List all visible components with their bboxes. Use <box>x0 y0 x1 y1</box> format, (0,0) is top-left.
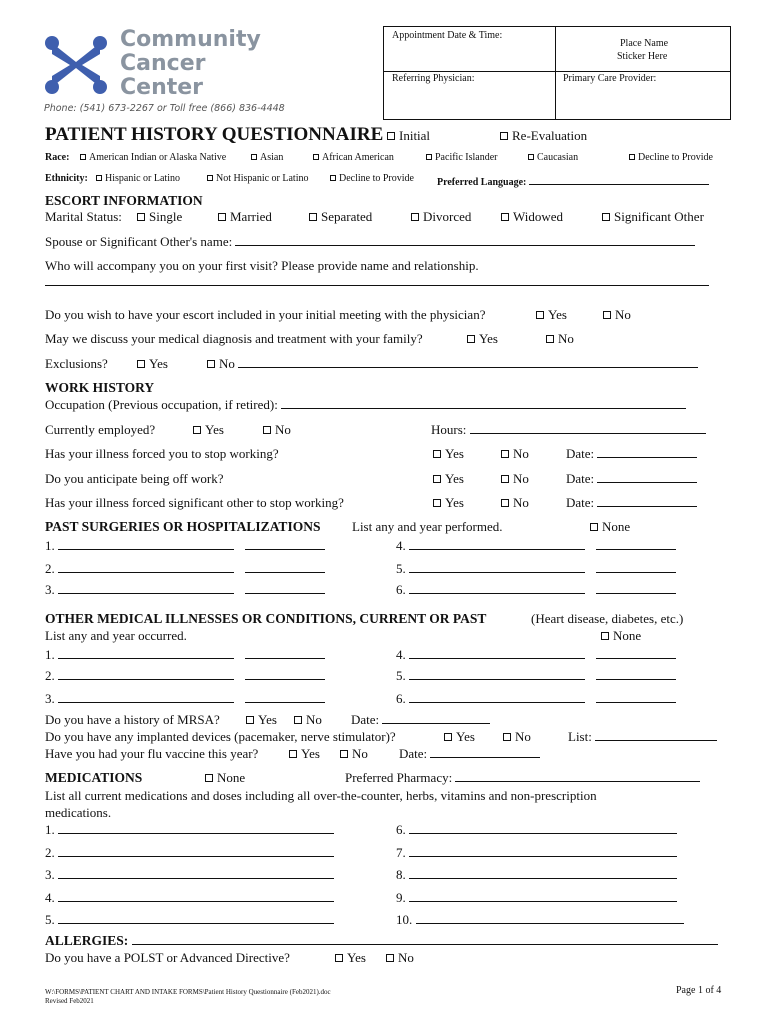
yes-checkbox[interactable] <box>193 422 224 438</box>
date-label: Date: <box>399 746 428 761</box>
row-number: 1. <box>45 647 55 662</box>
entry-line <box>409 890 677 902</box>
row-number: 4. <box>45 890 55 905</box>
marital-option[interactable] <box>501 209 563 225</box>
ethnicity-option-label: Decline to Provide <box>339 173 414 184</box>
exclusions-label: Exclusions? <box>45 356 108 371</box>
work-question-3: Has your illness forced significant other to stop working? <box>45 495 344 510</box>
none-checkbox[interactable] <box>601 628 641 644</box>
no-label: No <box>352 746 368 761</box>
phone-number: Phone: (541) 673-2267 or Toll free (866) 836-4448 <box>44 103 285 114</box>
yes-checkbox[interactable] <box>433 471 464 487</box>
list-entry-row[interactable] <box>396 691 676 707</box>
list-entry-row[interactable] <box>45 561 325 577</box>
year-line <box>596 647 676 659</box>
entry-line <box>58 647 234 659</box>
no-label: No <box>558 331 574 346</box>
checkbox-icon <box>386 954 394 962</box>
checkbox-icon <box>501 450 509 458</box>
yes-checkbox[interactable] <box>246 712 277 728</box>
no-checkbox[interactable] <box>263 422 291 438</box>
devices-question: Do you have any implanted devices (pacemaker, nerve stimulator)? <box>45 729 396 744</box>
list-entry-row[interactable] <box>396 647 676 663</box>
row-number: 5. <box>396 561 406 576</box>
entry-line <box>58 538 234 550</box>
entry-line <box>409 647 585 659</box>
year-line <box>596 668 676 680</box>
discuss-question: May we discuss your medical diagnosis and treatment with your family? <box>45 331 423 346</box>
list-entry-row[interactable] <box>396 890 677 906</box>
flu-date-field[interactable] <box>399 746 540 762</box>
medications-section-header: MEDICATIONS <box>45 770 143 785</box>
checkbox-icon <box>629 154 635 160</box>
yes-label: Yes <box>456 729 475 744</box>
checkbox-icon <box>501 213 509 221</box>
row-number: 1. <box>45 538 55 553</box>
pharmacy-label: Preferred Pharmacy: <box>345 770 453 785</box>
ethnicity-option-label: Not Hispanic or Latino <box>216 173 309 184</box>
checkbox-icon <box>444 733 452 741</box>
list-label: List: <box>568 729 592 744</box>
no-label: No <box>398 950 414 965</box>
blank-line <box>430 746 540 758</box>
yes-checkbox[interactable] <box>289 746 320 762</box>
date-label: Date: <box>566 495 595 510</box>
allergies-label: ALLERGIES: <box>45 933 129 948</box>
year-line <box>596 538 676 550</box>
no-checkbox[interactable] <box>546 331 574 347</box>
spouse-name-field[interactable] <box>45 234 695 250</box>
yes-label: Yes <box>445 471 464 486</box>
row-number: 6. <box>396 691 406 706</box>
escort-question: Who will accompany you on your first visit? Please provide name and relationship. <box>45 258 479 273</box>
checkbox-icon <box>294 716 302 724</box>
checkbox-icon <box>411 213 419 221</box>
illnesses-note: (Heart disease, diabetes, etc.) <box>531 611 684 626</box>
no-checkbox[interactable] <box>501 471 529 487</box>
list-entry-row[interactable] <box>45 582 325 598</box>
checkbox-icon <box>246 716 254 724</box>
checkbox-icon <box>137 360 145 368</box>
initial-checkbox[interactable] <box>387 128 430 144</box>
yes-checkbox[interactable] <box>433 446 464 462</box>
row-number: 5. <box>45 912 55 927</box>
yes-label: Yes <box>205 422 224 437</box>
marital-option-label: Married <box>230 209 272 224</box>
page-number: Page 1 of 4 <box>676 985 722 996</box>
entry-line <box>416 912 684 924</box>
list-entry-row[interactable] <box>45 822 334 838</box>
list-entry-row[interactable] <box>45 867 334 883</box>
no-checkbox[interactable] <box>503 729 531 745</box>
sticker-label-2: Sticker Here <box>617 51 668 62</box>
year-line <box>596 561 676 573</box>
escort-include-question: Do you wish to have your escort included in your initial meeting with the physician? <box>45 307 486 322</box>
row-number: 4. <box>396 647 406 662</box>
no-label: No <box>515 729 531 744</box>
row-number: 1. <box>45 822 55 837</box>
no-label: No <box>219 356 235 371</box>
escort-section-header: ESCORT INFORMATION <box>45 193 203 208</box>
marital-option-label: Single <box>149 209 183 224</box>
blank-line <box>470 422 706 434</box>
entry-line <box>409 845 677 857</box>
yes-label: Yes <box>301 746 320 761</box>
list-entry-row[interactable] <box>396 582 676 598</box>
entry-line <box>58 890 334 902</box>
initial-label: Initial <box>399 128 431 143</box>
row-number: 2. <box>45 845 55 860</box>
checkbox-icon <box>96 175 102 181</box>
year-line <box>245 647 325 659</box>
ethnicity-label: Ethnicity: <box>45 173 88 184</box>
year-line <box>245 561 325 573</box>
blank-line <box>597 471 697 483</box>
race-option[interactable] <box>426 152 497 163</box>
checkbox-icon <box>335 954 343 962</box>
row-number: 9. <box>396 890 406 905</box>
illnesses-section-header: OTHER MEDICAL ILLNESSES OR CONDITIONS, CURRENT OR PAST <box>45 611 487 626</box>
row-number: 6. <box>396 582 406 597</box>
row-number: 2. <box>45 561 55 576</box>
entry-line <box>409 561 585 573</box>
checkbox-icon <box>433 450 441 458</box>
marital-option-label: Separated <box>321 209 373 224</box>
entry-line <box>409 691 585 703</box>
list-entry-row[interactable] <box>396 822 677 838</box>
mrsa-question <box>45 712 220 728</box>
list-entry-row[interactable] <box>45 890 334 906</box>
race-option[interactable] <box>251 152 283 163</box>
yes-checkbox[interactable] <box>444 729 475 745</box>
checkbox-icon <box>313 154 319 160</box>
no-checkbox[interactable] <box>501 495 529 511</box>
none-checkbox[interactable] <box>590 519 630 535</box>
yes-label: Yes <box>258 712 277 727</box>
yes-checkbox[interactable] <box>433 495 464 511</box>
race-option[interactable] <box>629 152 713 163</box>
marital-option-label: Significant Other <box>614 209 704 224</box>
list-entry-row[interactable] <box>45 538 325 554</box>
list-entry-row[interactable] <box>396 561 676 577</box>
race-option-label: African American <box>322 152 394 163</box>
checkbox-icon <box>501 475 509 483</box>
row-number: 6. <box>396 822 406 837</box>
footer-file-path: W:\FORMS\PATIENT CHART AND INTAKE FORMS\Patient History Questionnaire (Feb2021).doc <box>45 988 331 996</box>
devices-list-field[interactable] <box>568 729 717 745</box>
checkbox-icon <box>193 426 201 434</box>
exclusions-line[interactable] <box>238 356 698 368</box>
none-label: None <box>613 628 642 643</box>
entry-line <box>58 822 334 834</box>
list-entry-row[interactable] <box>396 867 677 883</box>
list-entry-row[interactable] <box>396 912 684 928</box>
yes-checkbox[interactable] <box>137 356 168 372</box>
mrsa-date-field[interactable] <box>351 712 490 728</box>
marital-option[interactable] <box>411 209 471 225</box>
row-number: 3. <box>45 867 55 882</box>
race-option-label: Pacific Islander <box>435 152 498 163</box>
date-field[interactable] <box>566 495 697 511</box>
year-line <box>596 691 676 703</box>
marital-option-label: Divorced <box>423 209 472 224</box>
row-number: 4. <box>396 538 406 553</box>
work-question-2: Do you anticipate being off work? <box>45 471 224 486</box>
marital-status-label: Marital Status: <box>45 209 122 224</box>
blank-line <box>455 770 700 782</box>
none-label: None <box>217 770 246 785</box>
entry-line <box>409 822 677 834</box>
logo-text-line1: Community <box>120 27 261 52</box>
row-number: 7. <box>396 845 406 860</box>
preferred-language-label: Preferred Language: <box>437 177 527 188</box>
yes-label: Yes <box>445 446 464 461</box>
checkbox-icon <box>590 523 598 531</box>
checkbox-icon <box>433 499 441 507</box>
no-label: No <box>275 422 291 437</box>
date-label: Date: <box>566 471 595 486</box>
checkbox-icon <box>263 426 271 434</box>
illnesses-instruction: List any and year occurred. <box>45 628 187 643</box>
marital-option-label: Widowed <box>513 209 564 224</box>
year-line <box>245 668 325 680</box>
spouse-name-label: Spouse or Significant Other's name: <box>45 234 233 249</box>
checkbox-icon <box>503 733 511 741</box>
checkbox-icon <box>601 632 609 640</box>
blank-line <box>597 446 697 458</box>
occupation-label: Occupation (Previous occupation, if retired): <box>45 397 278 412</box>
no-checkbox[interactable] <box>501 446 529 462</box>
checkbox-icon <box>387 132 395 140</box>
no-checkbox[interactable] <box>340 746 368 762</box>
blank-line <box>235 234 695 246</box>
primary-care-provider-field[interactable]: Primary Care Provider: <box>563 73 657 84</box>
marital-option[interactable] <box>602 209 704 225</box>
race-option-label: American Indian or Alaska Native <box>89 152 227 163</box>
entry-line <box>409 538 585 550</box>
blank-line <box>529 173 709 185</box>
footer-revised: Revised Feb2021 <box>45 997 94 1005</box>
yes-label: Yes <box>548 307 567 322</box>
no-label: No <box>513 495 529 510</box>
ethnicity-option[interactable] <box>330 173 414 184</box>
list-entry-row[interactable] <box>45 912 334 928</box>
race-option-label: Caucasian <box>537 152 579 163</box>
checkbox-icon <box>309 213 317 221</box>
row-number: 2. <box>45 668 55 683</box>
blank-line <box>281 397 686 409</box>
entry-line <box>58 561 234 573</box>
checkbox-icon <box>603 311 611 319</box>
hours-field[interactable] <box>431 422 706 438</box>
entry-line <box>409 867 677 879</box>
checkbox-icon <box>251 154 257 160</box>
appointment-date-field[interactable]: Appointment Date & Time: <box>392 30 503 41</box>
yes-checkbox[interactable] <box>536 307 567 323</box>
race-option[interactable] <box>528 152 578 163</box>
entry-line <box>58 845 334 857</box>
referring-physician-field[interactable]: Referring Physician: <box>392 73 475 84</box>
entry-line <box>58 582 234 594</box>
employed-label: Currently employed? <box>45 422 156 437</box>
checkbox-icon <box>218 213 226 221</box>
race-option[interactable] <box>80 152 226 163</box>
work-question-1: Has your illness forced you to stop working? <box>45 446 279 461</box>
preferred-language-field[interactable] <box>437 173 709 188</box>
checkbox-icon <box>467 335 475 343</box>
race-label: Race: <box>45 152 70 163</box>
year-line <box>245 538 325 550</box>
checkbox-icon <box>137 213 145 221</box>
list-entry-row[interactable] <box>45 691 325 707</box>
checkbox-icon <box>546 335 554 343</box>
checkbox-icon <box>528 154 534 160</box>
list-entry-row[interactable] <box>396 668 676 684</box>
row-number: 8. <box>396 867 406 882</box>
checkbox-icon <box>289 750 297 758</box>
list-entry-row[interactable] <box>45 647 325 663</box>
marital-option[interactable] <box>137 209 182 225</box>
blank-line <box>595 729 717 741</box>
medications-instruction-cont: medications. <box>45 805 112 820</box>
blank-line <box>382 712 490 724</box>
row-number: 3. <box>45 582 55 597</box>
checkbox-icon <box>330 175 336 181</box>
no-label: No <box>615 307 631 322</box>
row-number: 3. <box>45 691 55 706</box>
marital-option[interactable] <box>218 209 272 225</box>
yes-label: Yes <box>445 495 464 510</box>
list-entry-row[interactable] <box>45 845 334 861</box>
reevaluation-label: Re-Evaluation <box>512 128 588 143</box>
race-option[interactable] <box>313 152 394 163</box>
race-option-label: Asian <box>260 152 284 163</box>
entry-line <box>58 691 234 703</box>
logo-text-line2: Cancer <box>120 51 206 76</box>
list-entry-row[interactable] <box>396 538 676 554</box>
surgeries-section-header: PAST SURGERIES OR HOSPITALIZATIONS <box>45 519 321 534</box>
community-cancer-center-logo-icon <box>44 34 108 96</box>
no-checkbox[interactable] <box>603 307 631 323</box>
entry-line <box>58 668 234 680</box>
ethnicity-option-label: Hispanic or Latino <box>105 173 180 184</box>
work-section-header: WORK HISTORY <box>45 380 155 395</box>
year-line <box>245 691 325 703</box>
reevaluation-checkbox[interactable] <box>500 128 587 144</box>
pharmacy-field[interactable] <box>345 770 700 786</box>
no-checkbox[interactable] <box>207 356 698 372</box>
list-entry-row[interactable] <box>45 668 325 684</box>
yes-label: Yes <box>347 950 366 965</box>
medications-instruction: List all current medications and doses including all over-the-counter, herbs, vitamins and non-prescription <box>45 788 597 803</box>
mrsa-question-text: Do you have a history of MRSA? <box>45 712 220 727</box>
entry-line <box>58 867 334 879</box>
no-checkbox[interactable] <box>294 712 322 728</box>
checkbox-icon <box>433 475 441 483</box>
checkbox-icon <box>536 311 544 319</box>
list-entry-row[interactable] <box>396 845 677 861</box>
checkbox-icon <box>426 154 432 160</box>
allergies-field[interactable] <box>45 933 718 949</box>
checkbox-icon <box>80 154 86 160</box>
yes-checkbox[interactable] <box>335 950 366 966</box>
logo-text-line3: Center <box>120 75 204 100</box>
no-label: No <box>306 712 322 727</box>
none-label: None <box>602 519 631 534</box>
occupation-field[interactable] <box>45 397 686 413</box>
marital-option[interactable] <box>309 209 372 225</box>
sticker-label-1: Place Name <box>620 38 669 49</box>
date-label: Date: <box>566 446 595 461</box>
year-line <box>245 582 325 594</box>
date-label: Date: <box>351 712 380 727</box>
none-checkbox[interactable] <box>205 770 245 786</box>
page-title: PATIENT HISTORY QUESTIONNAIRE <box>45 124 384 145</box>
entry-line <box>409 668 585 680</box>
ethnicity-option[interactable] <box>207 173 308 184</box>
blank-line <box>132 933 718 945</box>
checkbox-icon <box>602 213 610 221</box>
year-line <box>596 582 676 594</box>
row-number: 5. <box>396 668 406 683</box>
yes-checkbox[interactable] <box>467 331 498 347</box>
yes-label: Yes <box>479 331 498 346</box>
flu-question: Have you had your flu vaccine this year? <box>45 746 259 761</box>
hours-label: Hours: <box>431 422 467 437</box>
entry-line <box>409 582 585 594</box>
checkbox-icon <box>207 175 213 181</box>
ethnicity-option[interactable] <box>96 173 180 184</box>
polst-question: Do you have a POLST or Advanced Directive? <box>45 950 290 965</box>
checkbox-icon <box>340 750 348 758</box>
blank-line <box>597 495 697 507</box>
yes-label: Yes <box>149 356 168 371</box>
entry-line <box>58 912 334 924</box>
checkbox-icon <box>205 774 213 782</box>
checkbox-icon <box>501 499 509 507</box>
checkbox-icon <box>500 132 508 140</box>
no-label: No <box>513 471 529 486</box>
row-number: 10. <box>396 912 413 927</box>
no-label: No <box>513 446 529 461</box>
no-checkbox[interactable] <box>386 950 414 966</box>
checkbox-icon <box>207 360 215 368</box>
escort-name-line[interactable] <box>45 285 709 286</box>
surgeries-instruction: List any and year performed. <box>352 519 503 534</box>
date-field[interactable] <box>566 471 697 487</box>
race-option-label: Decline to Provide <box>638 152 713 163</box>
date-field[interactable] <box>566 446 697 462</box>
